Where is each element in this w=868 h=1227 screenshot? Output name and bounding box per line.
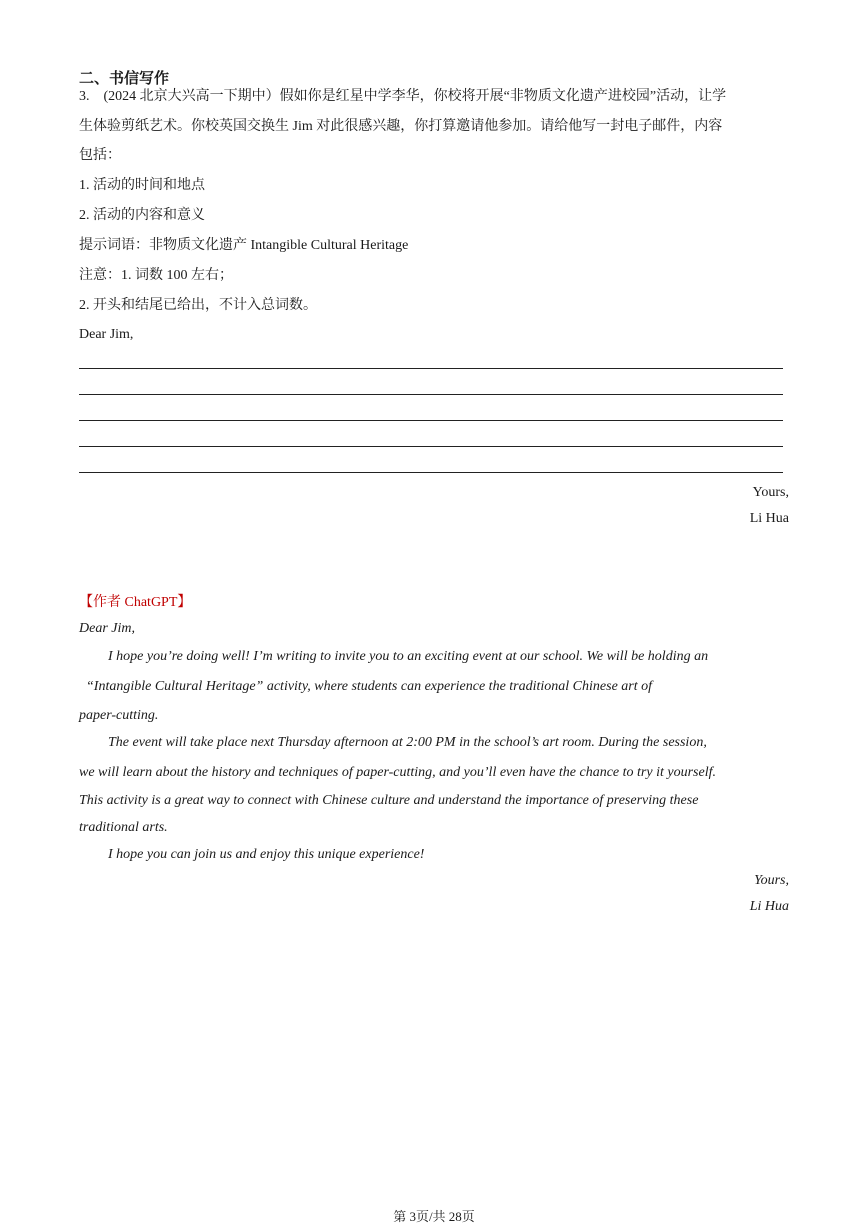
letter-signature: Li Hua xyxy=(749,511,789,526)
essay-paragraph-2-line-3: This activity is a great way to connect with Chinese culture and understand the importance of preserving these xyxy=(79,793,699,808)
essay-paragraph-3-line-1: I hope you can join us and enjoy this unique experience! xyxy=(108,847,425,862)
note-line-2: 2. 开头和结尾已给出，不计入总词数。 xyxy=(79,298,317,313)
essay-greeting: Dear Jim, xyxy=(79,621,135,636)
essay-signature: Li Hua xyxy=(749,899,789,914)
essay-paragraph-2-line-2: we will learn about the history and techniques of paper-cutting, and you’ll even have the chance to try it yourself. xyxy=(79,765,716,780)
answer-line xyxy=(79,420,783,421)
author-label: 【作者 ChatGPT】 xyxy=(79,595,192,610)
page-number-footer: 第 3页/共 28页 xyxy=(393,1209,475,1224)
question-text-line-3: 包括： xyxy=(79,148,121,163)
answer-line xyxy=(79,394,783,395)
essay-paragraph-1-line-2: “Intangible Cultural Heritage” activity, where students can experience the traditional Chinese art of xyxy=(86,679,653,694)
essay-paragraph-2-line-4: traditional arts. xyxy=(79,820,168,835)
question-text-line-2: 生体验剪纸艺术。你校英国交换生 Jim 对此很感兴趣，你打算邀请他参加。请给他写一封电子邮件，内容 xyxy=(79,119,723,134)
requirement-item-2: 2. 活动的内容和意义 xyxy=(79,208,205,223)
essay-paragraph-1-line-3: paper-cutting. xyxy=(79,708,159,723)
letter-greeting: Dear Jim, xyxy=(79,327,134,342)
note-line-1: 注意：1. 词数 100 左右； xyxy=(79,268,233,283)
essay-paragraph-2-line-1: The event will take place next Thursday afternoon at 2:00 PM in the school’s art room. During the session, xyxy=(108,735,707,750)
section-title: 二、书信写作 xyxy=(79,69,170,87)
answer-line xyxy=(79,446,783,447)
essay-paragraph-1-line-1: I hope you’re doing well! I’m writing to invite you to an exciting event at our school. We will be holding an xyxy=(108,649,709,664)
answer-line xyxy=(79,368,783,369)
answer-line xyxy=(79,472,783,473)
question-text-line-1: 3. (2024 北京大兴高一下期中）假如你是红星中学李华，你校将开展“非物质文化遗产进校园”活动，让学 xyxy=(79,89,727,104)
requirement-item-1: 1. 活动的时间和地点 xyxy=(79,178,205,193)
hint-words: 提示词语：非物质文化遗产 Intangible Cultural Heritage xyxy=(79,238,409,253)
essay-closing: Yours, xyxy=(754,873,789,888)
letter-closing: Yours, xyxy=(752,485,789,500)
